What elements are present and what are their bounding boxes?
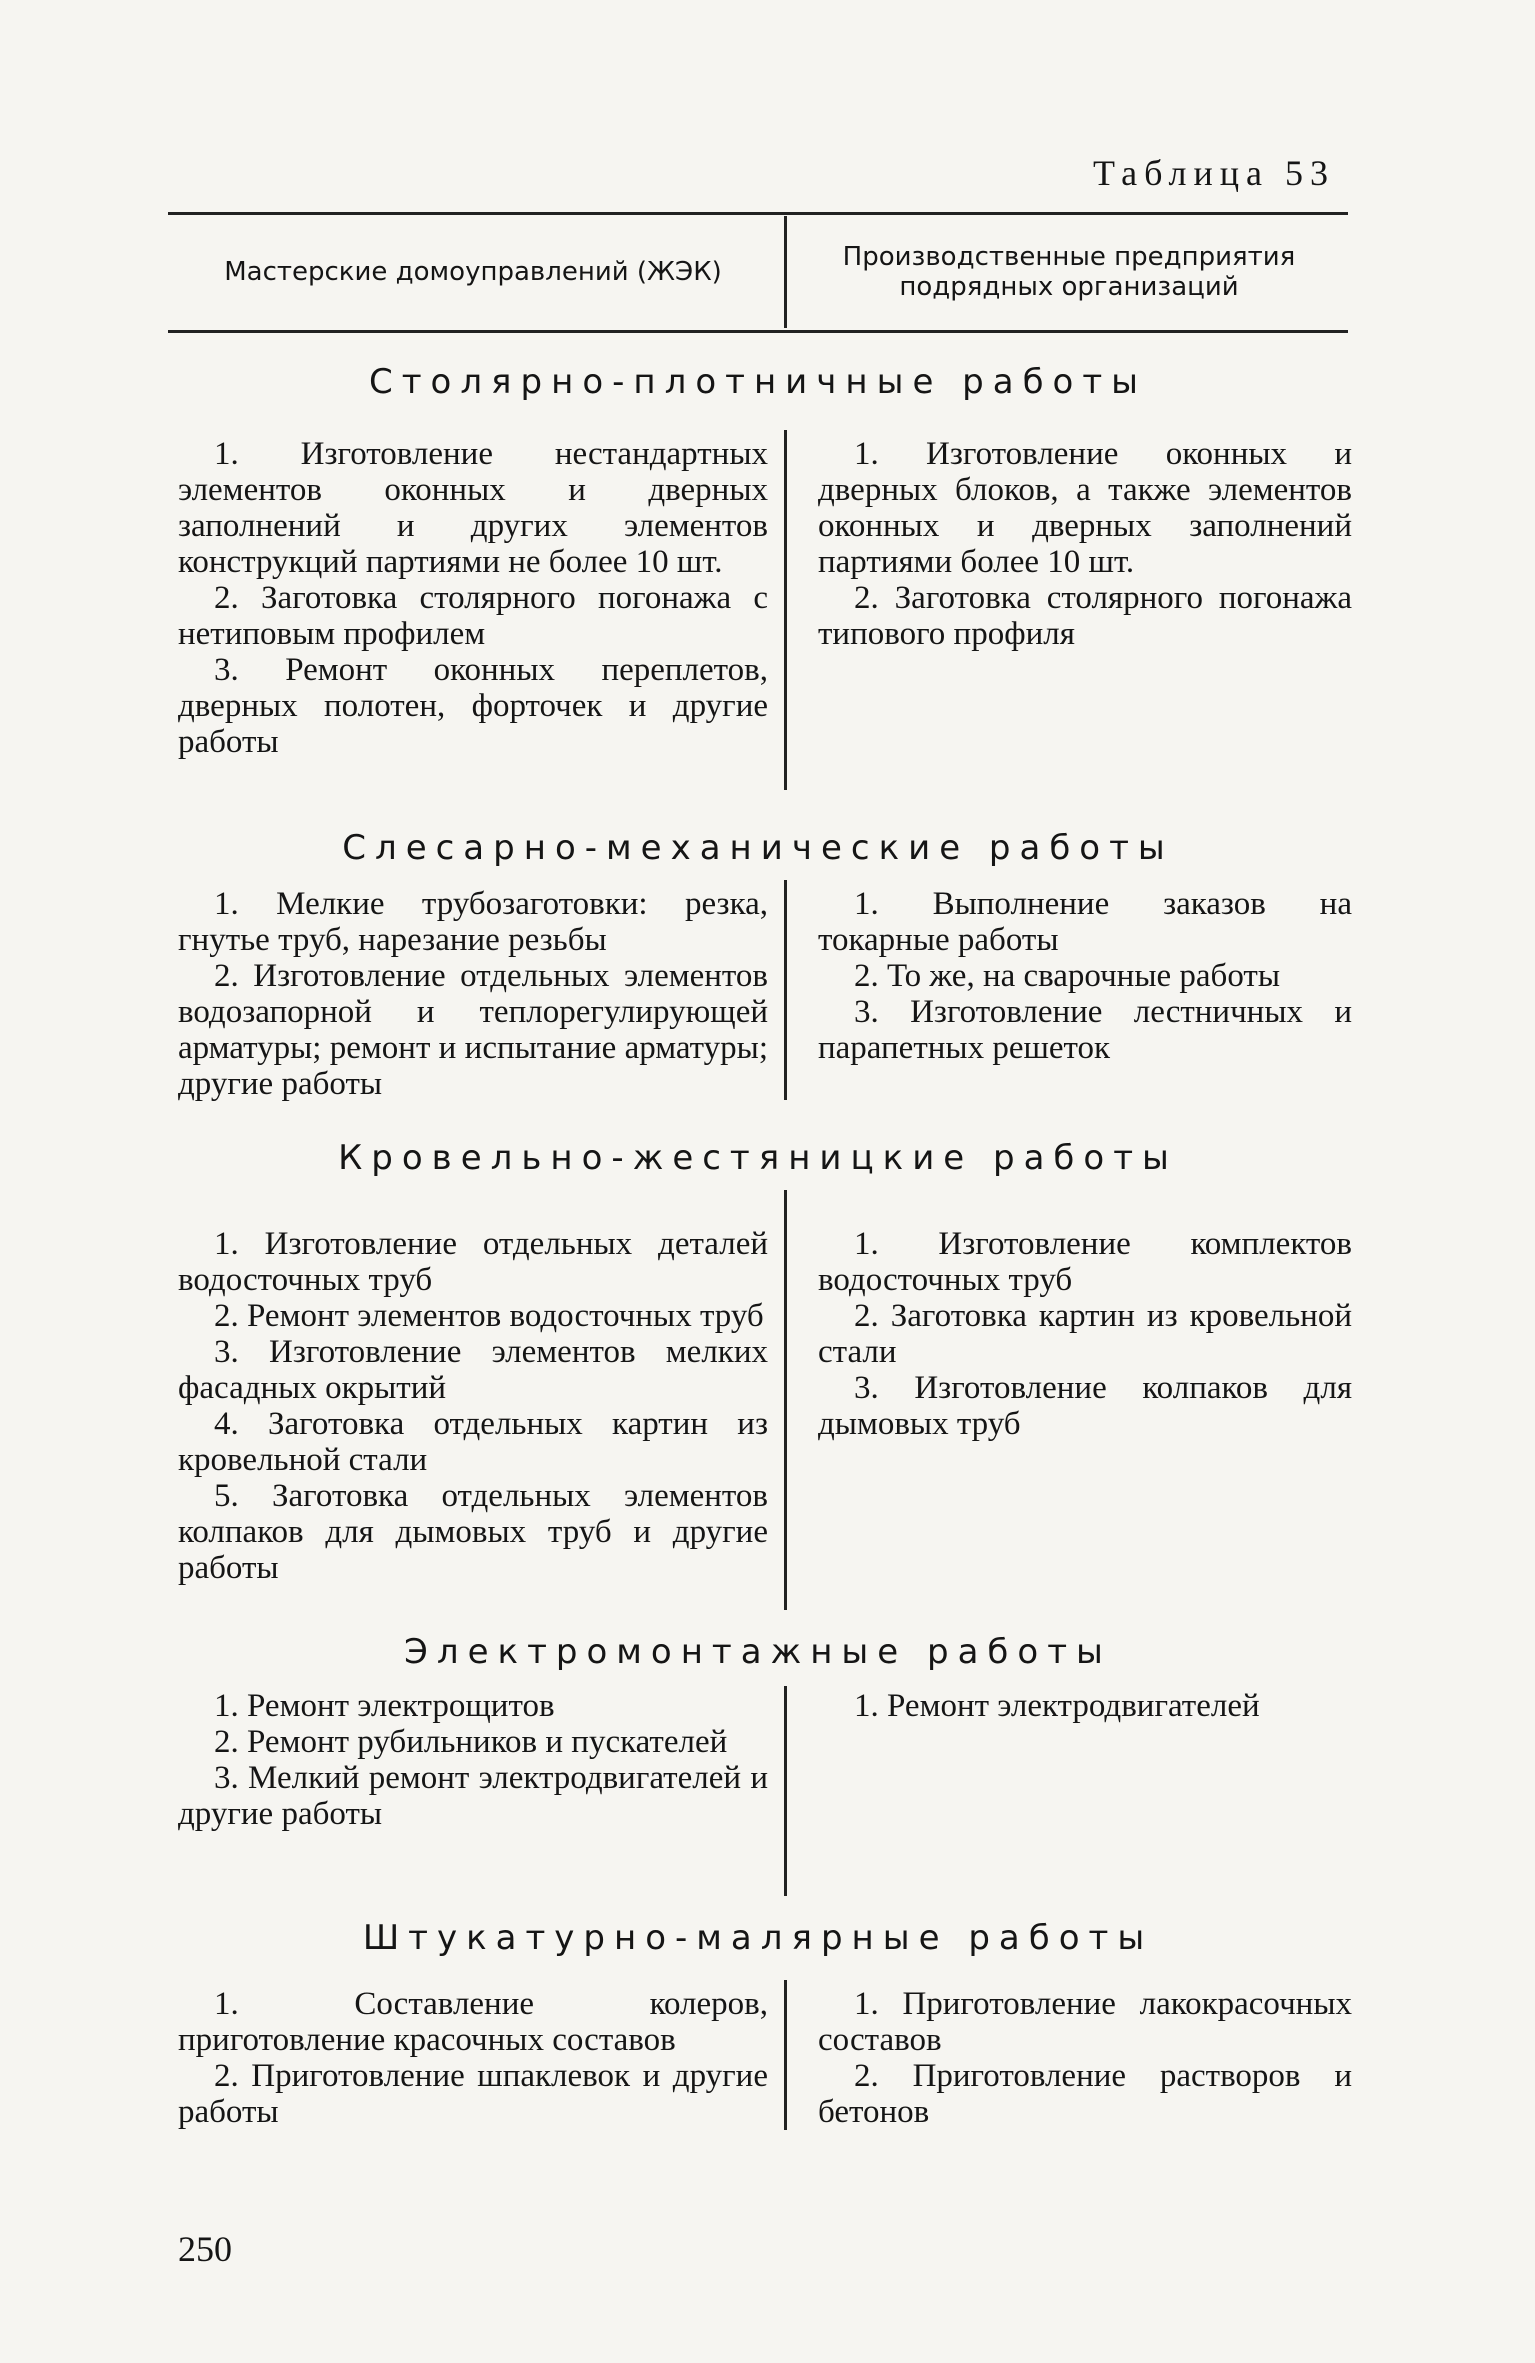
roofing-left-column (178, 1226, 768, 1586)
roofing-column-divider (784, 1190, 787, 1610)
metalwork-left-column (178, 886, 768, 1102)
list-item: 2. Заготовка картин из кровельной стали (818, 1298, 1352, 1370)
plastering-right-column (818, 1986, 1352, 2130)
list-item: 2. То же, на сварочные работы (854, 958, 1281, 994)
list-item: 4. Заготовка отдельных картин из кровельной стали (178, 1406, 768, 1478)
list-item: 3. Ремонт оконных переплетов, дверных полотен, форточек и другие работы (178, 652, 768, 760)
metalwork-column-divider (784, 880, 787, 1100)
list-item: 3. Изготовление лестничных и парапетных решеток (818, 994, 1352, 1066)
list-item: 1. Изготовление нестандартных элементов оконных и дверных заполнений и других элементов конструкций партиями не более 10 шт. (178, 436, 768, 580)
list-item: 2. Ремонт элементов водосточных труб (214, 1298, 764, 1334)
header-divider (784, 216, 787, 328)
column-header-left: Мастерские домоуправлений (ЖЭК) (224, 257, 722, 287)
plastering-column-divider (784, 1980, 787, 2130)
carpentry-left-column (178, 436, 768, 760)
column-header-right: Производственные предприятия подрядных организаций (842, 242, 1296, 302)
carpentry-column-divider (784, 430, 787, 790)
list-item: 2. Изготовление отдельных элементов водозапорной и теплорегулирующей арматуры; ремонт и испытание арматуры; другие работы (178, 958, 768, 1102)
section-title-carpentry: Столярно-плотничные работы (368, 362, 1148, 402)
list-item: 2. Ремонт рубильников и пускателей (214, 1724, 728, 1760)
list-item: 3. Мелкий ремонт электродвигателей и другие работы (178, 1760, 768, 1832)
plastering-left-column (178, 1986, 768, 2130)
list-item: 1. Мелкие трубозаготовки: резка, гнутье труб, нарезание резьбы (178, 886, 768, 958)
list-item: 1. Ремонт электрощитов (214, 1688, 555, 1724)
section-title-plastering: Штукатурно-малярные работы (362, 1918, 1154, 1958)
section-title-metalwork: Слесарно-механические работы (342, 828, 1174, 868)
list-item: 3. Изготовление элементов мелких фасадных окрытий (178, 1334, 768, 1406)
header-top-rule (168, 212, 1348, 215)
section-title-roofing: Кровельно-жестяницкие работы (338, 1138, 1178, 1178)
list-item: 1. Изготовление оконных и дверных блоков, а также элементов оконных и дверных заполнений партиями более 10 шт. (818, 436, 1352, 580)
electrical-right-column (818, 1688, 1352, 1724)
list-item: 1. Выполнение заказов на токарные работы (818, 886, 1352, 958)
list-item: 3. Изготовление колпаков для дымовых труб (818, 1370, 1352, 1442)
table-label: Таблица 53 (1093, 153, 1335, 193)
page-number: 250 (178, 2229, 232, 2269)
section-title-electrical: Электромонтажные работы (404, 1632, 1112, 1672)
electrical-left-column (178, 1688, 768, 1832)
list-item: 5. Заготовка отдельных элементов колпаков для дымовых труб и другие работы (178, 1478, 768, 1586)
metalwork-right-column (818, 886, 1352, 1066)
list-item: 1. Приготовление лакокрасочных составов (818, 1986, 1352, 2058)
list-item: 1. Составление колеров, приготовление красочных составов (178, 1986, 768, 2058)
roofing-right-column (818, 1226, 1352, 1442)
list-item: 2. Заготовка столярного погонажа с нетиповым профилем (178, 580, 768, 652)
list-item: 1. Изготовление комплектов водосточных труб (818, 1226, 1352, 1298)
electrical-column-divider (784, 1686, 787, 1896)
list-item: 1. Изготовление отдельных деталей водосточных труб (178, 1226, 768, 1298)
carpentry-right-column (818, 436, 1352, 652)
list-item: 1. Ремонт электродвигателей (854, 1688, 1260, 1724)
list-item: 2. Приготовление шпаклевок и другие работы (178, 2058, 768, 2130)
list-item: 2. Приготовление растворов и бетонов (818, 2058, 1352, 2130)
list-item: 2. Заготовка столярного погонажа типового профиля (818, 580, 1352, 652)
header-bottom-rule (168, 330, 1348, 333)
